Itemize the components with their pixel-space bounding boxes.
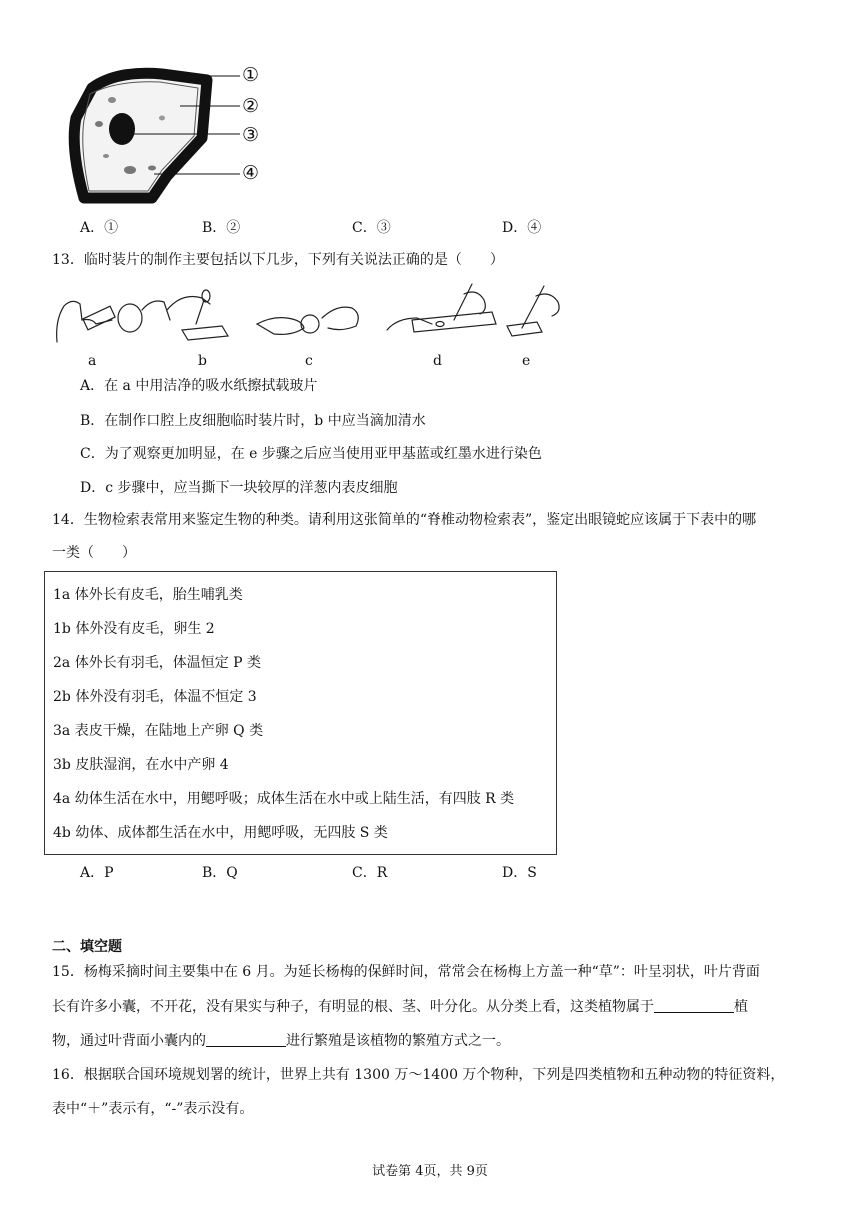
slide-steps-illustration (52, 280, 572, 350)
q14-stem-line1: 14．生物检索表常用来鉴定生物的种类。请利用这张简单的“脊椎动物检索表”，鉴定出眼镜蛇应该属于下表中的哪 (52, 512, 757, 528)
key-row: 3b 皮肤湿润，在水中产卵 4 (53, 757, 229, 773)
q14-option-d[interactable]: D．S (502, 865, 537, 881)
q15-line3-end: 进行繁殖是该植物的繁殖方式之一。 (286, 1033, 510, 1049)
q15-line2-text: 长有许多小囊，不开花，没有果实与种子，有明显的根、茎、叶分化。从分类上看，这类植物属于 (52, 999, 654, 1015)
step-label-a: a (88, 353, 97, 369)
step-label-d: d (433, 353, 442, 369)
key-row: 4b 幼体、成体都生活在水中，用鳃呼吸，无四肢 S 类 (53, 825, 388, 841)
q12-option-d[interactable]: D．④ (502, 220, 542, 236)
q15-line3-text: 物，通过叶背面小囊内的 (52, 1033, 206, 1049)
q15-line2-end: 植 (734, 999, 748, 1015)
q13-stem: 13．临时装片的制作主要包括以下几步，下列有关说法正确的是（ ） (52, 252, 504, 268)
q16-line2: 表中“＋”表示有，“-”表示没有。 (52, 1101, 254, 1117)
diagram-label-3: ③ (242, 124, 260, 146)
q14-option-c[interactable]: C．R (352, 865, 388, 881)
q13-option-b[interactable]: B．在制作口腔上皮细胞临时装片时，b 中应当滴加清水 (80, 413, 426, 429)
q14-option-a[interactable]: A．P (80, 865, 114, 881)
section-title: 二、填空题 (52, 939, 122, 955)
q12-option-b[interactable]: B．② (202, 220, 241, 236)
step-label-b: b (198, 353, 207, 369)
key-row: 4a 幼体生活在水中，用鳃呼吸；成体生活在水中或上陆生活，有四肢 R 类 (53, 791, 515, 807)
q15-line1: 15．杨梅采摘时间主要集中在 6 月。为延长杨梅的保鲜时间，常常会在杨梅上方盖一种“草”：叶呈羽状，叶片背面 (52, 964, 760, 980)
q15-line3 (52, 1031, 808, 1051)
q13-option-a[interactable]: A．在 a 中用洁净的吸水纸擦拭载玻片 (80, 378, 318, 394)
step-label-c: c (305, 353, 313, 369)
q16-line1: 16．根据联合国环境规划署的统计，世界上共有 1300 万～1400 万个物种，下列是四类植物和五种动物的特征资料， (52, 1067, 785, 1083)
diagram-label-1: ① (242, 64, 260, 86)
q12-option-a[interactable]: A．① (80, 220, 119, 236)
q15-line2 (52, 997, 808, 1017)
diagram-label-4: ④ (242, 162, 260, 184)
answer-blank-2[interactable] (206, 1032, 286, 1047)
key-row: 3a 表皮干燥，在陆地上产卵 Q 类 (53, 723, 264, 739)
page-footer: 试卷第 4页，共 9页 (372, 1164, 488, 1179)
q14-option-b[interactable]: B．Q (202, 865, 238, 881)
q12-option-c[interactable]: C．③ (352, 220, 391, 236)
answer-blank-1[interactable] (654, 998, 734, 1013)
vertebrate-key-table (44, 571, 557, 855)
key-row: 2b 体外没有羽毛，体温不恒定 3 (53, 689, 257, 705)
step-label-e: e (522, 353, 531, 369)
key-row: 1a 体外长有皮毛，胎生哺乳类 (53, 587, 243, 603)
q13-option-c[interactable]: C．为了观察更加明显，在 e 步骤之后应当使用亚甲基蓝或红墨水进行染色 (80, 446, 542, 462)
q13-option-d[interactable]: D．c 步骤中，应当撕下一块较厚的洋葱内表皮细胞 (80, 480, 398, 496)
cell-diagram (62, 58, 272, 208)
key-row: 2a 体外长有羽毛，体温恒定 P 类 (53, 655, 262, 671)
q14-stem-line2: 一类（ ） (52, 545, 136, 561)
key-row: 1b 体外没有皮毛，卵生 2 (53, 621, 215, 637)
diagram-label-2: ② (242, 95, 260, 117)
